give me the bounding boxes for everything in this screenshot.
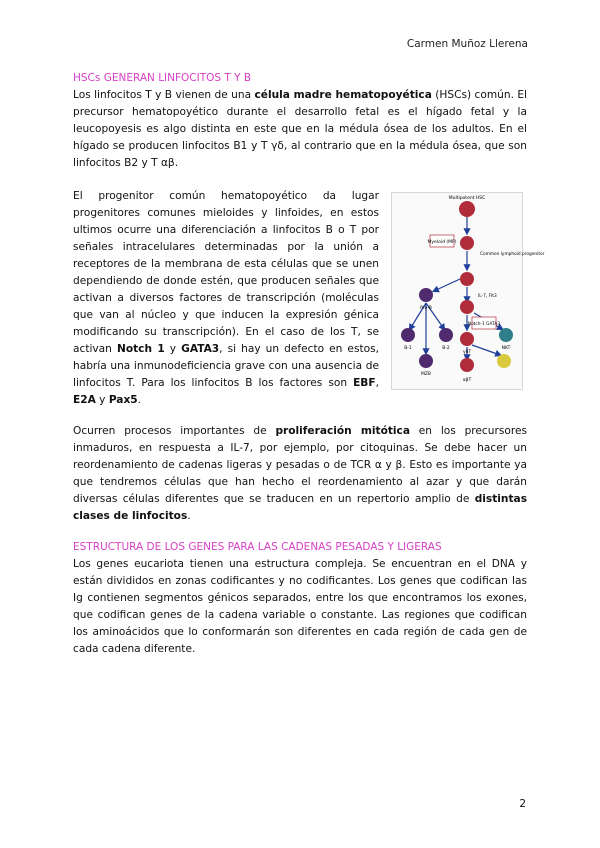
pro-b-label: Pro-B xyxy=(420,306,432,311)
clp-label: Common lymphoid progenitor xyxy=(480,252,545,257)
gd-t-label: γδT xyxy=(462,350,472,355)
ab-t-label: αβT xyxy=(462,378,472,383)
b2-label: B-2 xyxy=(442,346,450,351)
page-number: 2 xyxy=(519,798,526,810)
b2-cell xyxy=(439,328,453,342)
nkt-cell xyxy=(499,328,513,342)
text: Ocurren procesos importantes de xyxy=(73,425,276,437)
lymphocyte-lineage-figure xyxy=(391,192,545,390)
ab-t-cell-b xyxy=(460,358,474,372)
hsc-cell xyxy=(459,201,475,217)
bold-term: GATA3 xyxy=(181,343,220,355)
il7-label: IL-7, Flt3 xyxy=(478,294,497,299)
bold-term: célula madre hematopoyética xyxy=(254,89,432,101)
text: en los precursores inmaduros, en respuesta a IL-7, por ejemplo, por citoquinas. Se debe hacer un reordenamiento de cadenas ligeras y pesadas o de TCR α y β. Esto es importante ya que tendremos células que han hecho el reordenamiento al azar y que darán diversas células diferentes que se traducen en un repertorio amplio de xyxy=(73,425,527,505)
text: . xyxy=(187,510,191,522)
text: Los linfocitos T y B vienen de una xyxy=(73,89,255,101)
text: (HSCs) común. El precursor hematopoyético durante el desarrollo fetal es el hígado fetal y la leucopoyesis es algo distinta en este que en la médula ósea de los adultos. En el hígado se producen linfocitos B1 y T γδ, al contrario que en la médula ósea, que son linfocitos B2 y T αβ. xyxy=(73,89,527,169)
text: y xyxy=(95,394,109,406)
lineage-diagram xyxy=(392,193,545,389)
hsc-label: Multipotent HSC xyxy=(448,196,486,201)
paragraph-progenitor xyxy=(73,188,379,409)
b1-label: B-1 xyxy=(404,346,412,351)
text-figure-row xyxy=(73,188,545,409)
clp-cell xyxy=(460,272,474,286)
paragraph-proliferation xyxy=(73,423,527,525)
document-body xyxy=(73,70,545,658)
myeloid-cell xyxy=(460,236,474,250)
bold-term: EBF xyxy=(353,377,376,389)
text: , xyxy=(375,377,379,389)
gd-t-cell xyxy=(460,332,474,346)
page-header-author: Carmen Muñoz Llerena xyxy=(406,38,528,50)
text: . xyxy=(137,394,142,406)
mzb-cell xyxy=(419,354,433,368)
paragraph-hscs-intro xyxy=(73,87,527,172)
bold-term: proliferación mitótica xyxy=(275,425,410,437)
text: y xyxy=(164,343,182,355)
ab-t-cell-a xyxy=(497,354,511,368)
text: El progenitor común hematopoyético da lugar progenitores comunes mieloides y linfoides, en estos ultimos ocurre una diferenciación a linfocitos B o T por señales intracelulares determinadas por la unión a receptores de la membrana de esta células que se unen dependiendo de donde estén, que producen señales que activan a diversos factores de transcripción (moléculas que van al núcleo y que inducen la expresión génica modificando su transcripción). En el caso de los T, se activan xyxy=(73,190,379,355)
text: , si hay un defecto en estos, habría una inmunodeficiencia grave con una ausencia de linfocitos T. Para los linfocitos B los factores son xyxy=(73,343,379,389)
notch-label: Notch-1 GATA3 xyxy=(467,322,501,327)
paragraph-gene-structure: Los genes eucariota tienen una estructura compleja. Se encuentran en el DNA y están divididos en zonas codificantes y no codificantes. Los genes que codifican las Ig contienen segmentos génicos separados, entre los que encontramos los exones, que codifican genes de la cadena variable o constante. Las regiones que codifican los aminoácidos que lo conformarán son diferentes en cada región de cada gen de cada cadena diferente. xyxy=(73,558,527,655)
b1-cell xyxy=(401,328,415,342)
bold-term: Notch 1 xyxy=(116,343,165,355)
bold-term: E2A xyxy=(73,394,96,406)
section-heading-gene-structure: ESTRUCTURA DE LOS GENES PARA LAS CADENAS PESADAS Y LIGERAS xyxy=(73,541,442,553)
mzb-label: MZB xyxy=(420,372,432,377)
pre-t-cell xyxy=(460,300,474,314)
bold-term: Pax5 xyxy=(108,394,138,406)
myeloid-label: Myeloid (MP) xyxy=(427,240,457,245)
pro-b-cell xyxy=(419,288,433,302)
bold-term: distintas clases de linfocitos xyxy=(73,493,527,522)
section-heading-hscs: HSCs GENERAN LINFOCITOS T Y B xyxy=(73,72,252,84)
nkt-label: NKT xyxy=(501,346,511,351)
